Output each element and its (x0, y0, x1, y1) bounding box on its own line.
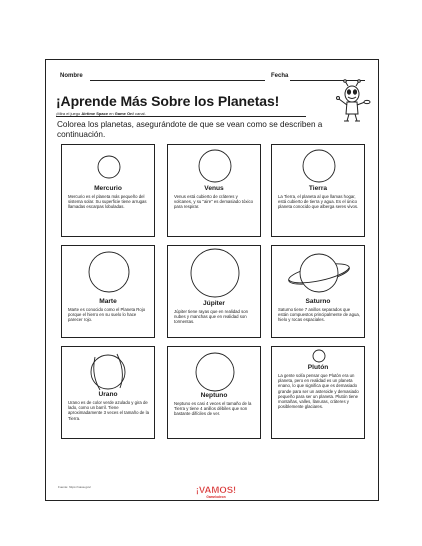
planet-description: La gente solía pensar que Plutón era un planeta, pero en realidad es un planeta enano, lo que significa que es demasiado grande para ser un asteroide y demasiado pequeño para ser un planeta. Plutón tiene montañas, valles, llanuras, cráteres y posiblemente glaciares. (278, 373, 359, 410)
subtitle-middle: en (109, 111, 114, 116)
logo-sub-text: Gamelodeon (206, 495, 226, 499)
planet-description: Urano es de color verde azulado y gira de lado, como un barril. Tiene aproximadamente 3 veces el tamaño de la Tierra. (68, 400, 149, 421)
subtitle-channel: Game On! (114, 111, 134, 116)
title-divider (56, 116, 306, 117)
planet-description: Mercurio es el planeta más pequeño del sistema solar. Su superficie tiene arrugas llamadas escarpas lobuladas. (68, 194, 147, 210)
planet-description: Marte es conocido como el Planeta Rojo porque el hierro en su suelo lo hace parecer rojo. (68, 307, 146, 323)
page-title: ¡Aprende Más Sobre los Planetas! (56, 93, 280, 109)
planet-card-tierra (271, 144, 365, 237)
planet-description: Júpiter tiene rayas que en realidad son nubes y manchas que en realidad son tormentas. (174, 309, 249, 325)
name-line[interactable] (90, 80, 265, 81)
subtitle-game: Airtime Space (81, 111, 109, 116)
planet-card-venus (167, 144, 261, 237)
planet-name: Urano (98, 391, 118, 398)
worksheet (45, 59, 379, 501)
planet-name: Marte (99, 298, 117, 305)
planet-name: Saturno (305, 298, 331, 305)
instructions: Colorea los planetas, asegurándote de que se vean como se describen a continuación. (57, 120, 323, 139)
date-label: Fecha (271, 73, 289, 79)
alien-mascot-icon (328, 78, 374, 124)
planet-name: Venus (204, 185, 224, 192)
logo-main-text: ¡VAMOS! (196, 485, 236, 496)
planet-card-saturno (271, 245, 365, 338)
planet-card-marte (61, 245, 155, 338)
source-credit: Fuente: https://nasa.gov/ (58, 485, 92, 489)
subtitle-prefix: ¡Mira el juego (56, 111, 81, 116)
planet-card-neptuno (167, 346, 261, 439)
planet-name: Mercurio (94, 185, 122, 192)
vamos-logo (196, 483, 236, 499)
planet-name: Júpiter (203, 300, 225, 307)
planet-description: Venus está cubierto de cráteres y volcanes, y su "aire" es demasiado tóxico para respirar. (174, 194, 254, 210)
planet-card-jupiter (167, 245, 261, 338)
planet-card-pluton (271, 346, 365, 439)
planet-name: Tierra (308, 185, 328, 192)
name-date-row (60, 72, 365, 84)
mars-planet-icon[interactable] (62, 246, 156, 339)
planet-card-mercurio (61, 144, 155, 237)
planet-description: Saturno tiene 7 anillos separados que están compuestos principalmente de agua, hielo y rocas espaciales. (278, 307, 360, 323)
planet-description: La Tierra, el planeta al que llamas hogar, está cubierto de tierra y agua. Es el único planeta conocido que alberga seres vivos. (278, 194, 359, 210)
saturn-planet-icon[interactable] (272, 246, 366, 339)
planet-name: Neptuno (200, 392, 228, 399)
planet-name: Plutón (307, 364, 329, 371)
planet-description: Neptuno es casi 4 veces el tamaño de la Tierra y tiene 4 anillos débiles que son bastante difíciles de ver. (174, 401, 252, 417)
subtitle-suffix: canal. (135, 111, 146, 116)
planet-card-urano (61, 346, 155, 439)
jupiter-planet-icon[interactable] (168, 246, 262, 339)
name-label: Nombre (60, 73, 83, 79)
